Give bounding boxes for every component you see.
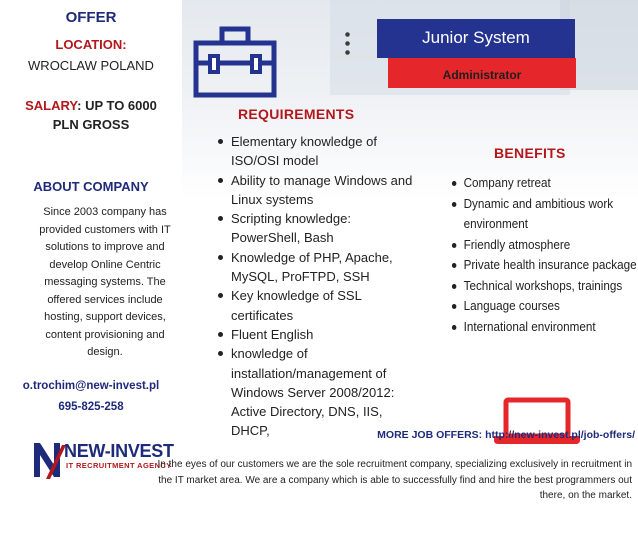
- benefit-item: Private health insurance package: [451, 255, 638, 276]
- benefit-item: Language courses: [451, 296, 638, 317]
- location-label: LOCATION:: [55, 37, 127, 52]
- logo-subtitle: IT RECRUITMENT AGENCY: [66, 461, 172, 470]
- requirement-item: knowledge of installation/management of Windows Server 2008/2012: Active Directory, DNS, IIS, DHCP,: [217, 344, 417, 440]
- location-value: WROCLAW POLAND: [28, 58, 154, 73]
- requirement-item: Knowledge of PHP, Apache, MySQL, ProFTPD, SSH: [217, 248, 417, 287]
- benefits-list: [451, 173, 638, 337]
- requirement-item: Key knowledge of SSL certificates: [217, 286, 417, 325]
- about-company-title: ABOUT COMPANY: [33, 179, 149, 194]
- requirements-title: REQUIREMENTS: [238, 106, 355, 122]
- salary-label: SALARY: [25, 98, 78, 113]
- about-company-text: Since 2003 company has provided customers with IT solutions to improve and develop Online Centric messaging systems. The offered services include hosting, support devices, content provisioning and design.: [39, 206, 171, 358]
- requirement-item: Elementary knowledge of ISO/OSI model: [217, 132, 417, 171]
- briefcase-icon: [192, 21, 278, 99]
- more-job-offers-link[interactable]: MORE JOB OFFERS: http://new-invest.pl/job-offers/: [377, 429, 635, 441]
- requirement-item: Ability to manage Windows and Linux systems: [217, 171, 417, 210]
- benefit-item: International environment: [451, 317, 638, 338]
- benefit-item: Friendly atmosphere: [451, 235, 638, 256]
- offer-title: OFFER: [65, 9, 117, 26]
- footer-text: In the eyes of our customers we are the sole recruitment company, specializing exclusively in recruitment in the IT market area. We are a company which is able to successfully find and hire the best programmers out there, on the market.: [157, 459, 632, 502]
- job-subtitle: Administrator: [442, 68, 522, 82]
- requirements-list: [217, 132, 417, 441]
- benefit-item: Company retreat: [451, 173, 638, 194]
- job-title-box: [377, 19, 575, 58]
- salary-amount: : UP TO 6000: [77, 98, 157, 113]
- benefits-title: BENEFITS: [494, 145, 566, 161]
- logo-name: NEW-INVEST: [64, 441, 174, 461]
- salary: [0, 96, 182, 134]
- sidebar: [0, 0, 182, 455]
- salary-currency: PLN GROSS: [52, 117, 130, 132]
- benefit-item: Dynamic and ambitious work environment: [451, 194, 638, 235]
- requirement-item: Fluent English: [217, 325, 417, 344]
- background-decoration: [345, 30, 350, 58]
- contact-phone[interactable]: 695-825-258: [58, 401, 124, 413]
- requirement-item: Scripting knowledge: PowerShell, Bash: [217, 209, 417, 248]
- job-subtitle-box: [388, 58, 576, 88]
- benefit-item: Technical workshops, trainings: [451, 276, 638, 297]
- job-title: Junior System: [422, 28, 530, 47]
- contact-email[interactable]: o.trochim@new-invest.pl: [22, 380, 160, 392]
